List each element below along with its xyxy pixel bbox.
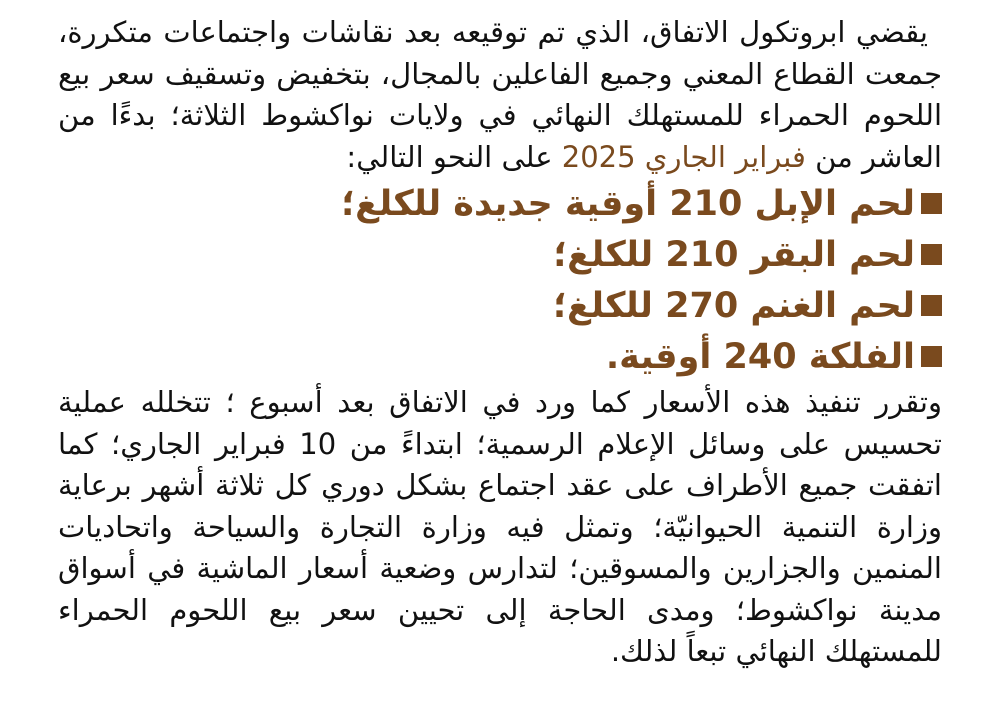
intro-text-end: على النحو التالي: — [346, 139, 562, 174]
price-item-text: لحم الإبل 210 أوقية جديدة للكلغ؛ — [341, 183, 915, 224]
date-highlight: فبراير الجاري 2025 — [561, 139, 806, 174]
outro-paragraph: وتقرر تنفيذ هذه الأسعار كما ورد في الاتفاق بعد أسبوع ؛ تتخلله عملية تحسيس على وسائل الإعلام الرسمية؛ ابتداءً من 10 فبراير الجاري؛ كما اتفقت جميع الأطراف على عقد اجتماع بشكل دوري كل ثلاثة أشهر برعاية وزارة التنمية الحيوانيّة؛ وتمثل فيه وزارة التجارة والسياحة واتحاديات المنمين والجزارين والمسوقين؛ لتدارس وضعية أسعار الماشية في أسواق مدينة نواكشوط؛ ومدى الحاجة إلى تحيين سعر بيع اللحوم الحمراء للمستهلك النهائي تبعاً لذلك. — [58, 385, 942, 668]
price-item-text: لحم البقر 210 للكلغ؛ — [553, 234, 915, 275]
intro-paragraph — [58, 12, 942, 178]
square-bullet-icon — [921, 295, 942, 316]
price-item-text: الفلكة 240 أوقية. — [605, 336, 915, 377]
price-item-beef — [58, 229, 942, 280]
intro-text-start: يقضي ابروتكول الاتفاق، الذي تم توقيعه بعد نقاشات واجتماعات متكررة، جمعت القطاع المعني وجميع الفاعلين بالمجال، بتخفيض وتسقيف سعر بيع اللحوم الحمراء للمستهلك النهائي في ولايات نواكشوط الثلاثة؛ بدءًا من العاشر من — [58, 15, 942, 174]
price-item-text: لحم الغنم 270 للكلغ؛ — [552, 285, 915, 326]
price-item-mutton — [58, 280, 942, 331]
square-bullet-icon — [921, 346, 942, 367]
square-bullet-icon — [921, 193, 942, 214]
square-bullet-icon — [921, 244, 942, 265]
price-item-falka — [58, 331, 942, 382]
price-item-camel — [58, 178, 942, 229]
price-list — [58, 178, 942, 382]
